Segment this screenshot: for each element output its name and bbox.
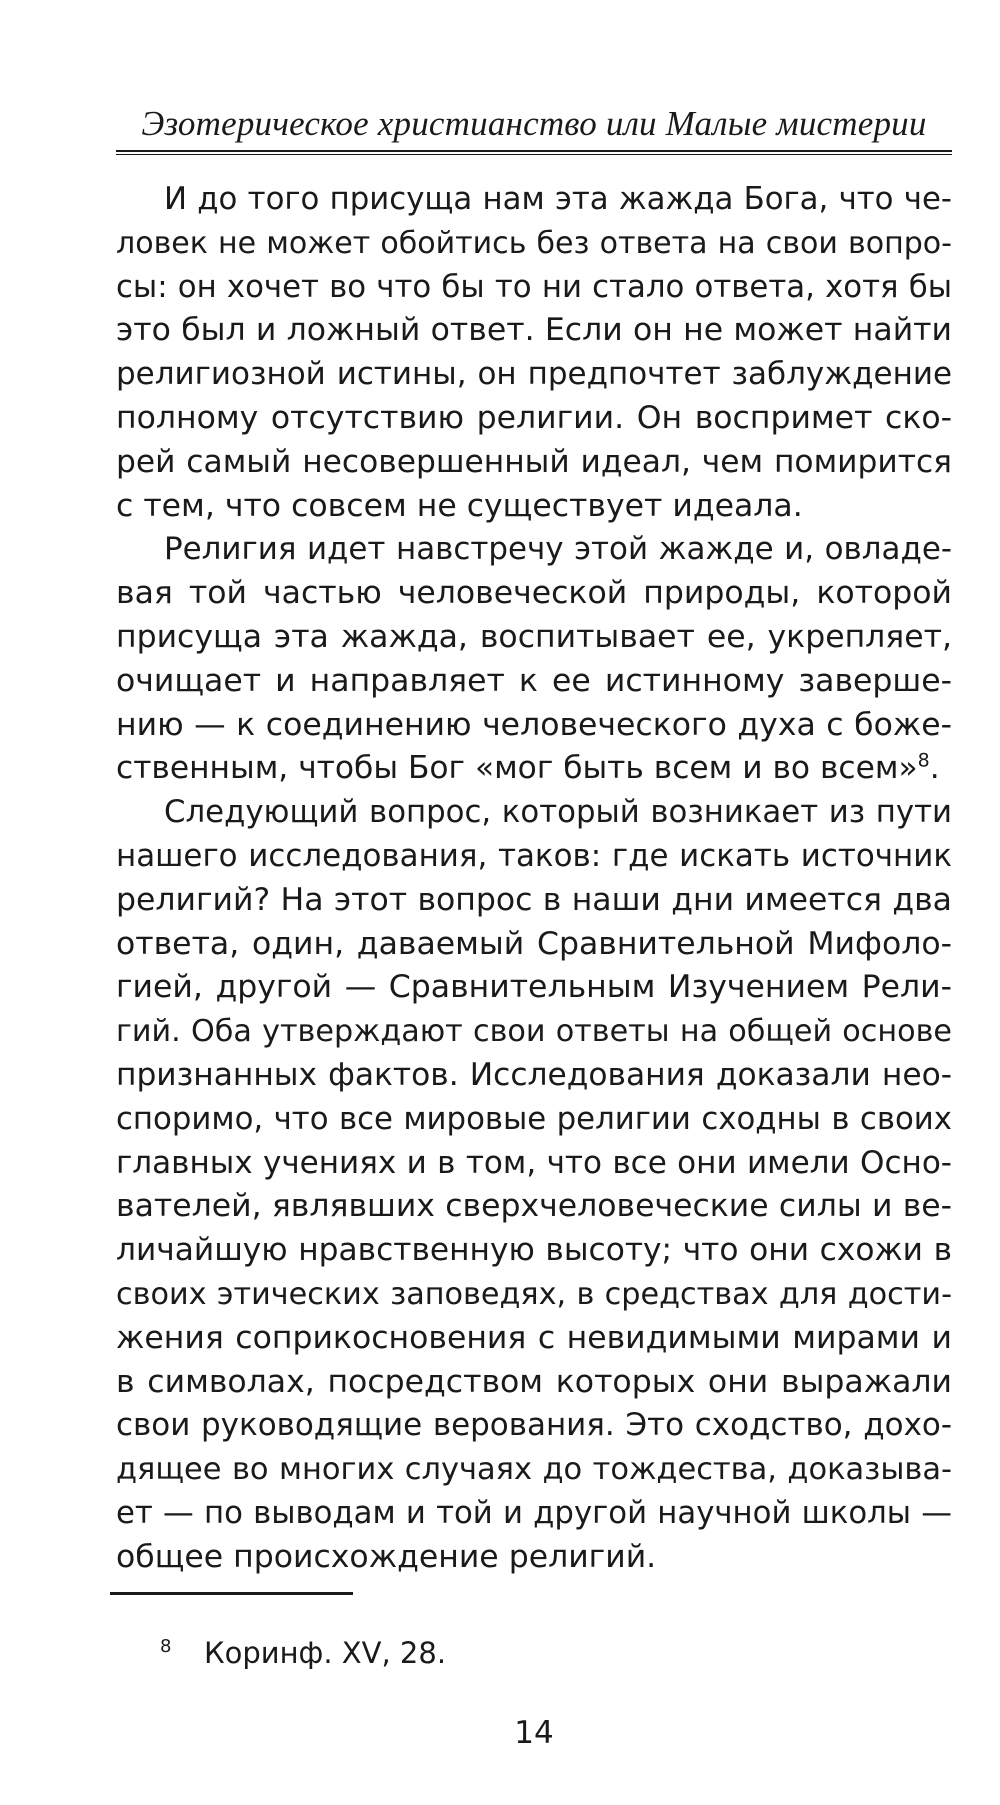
text-line: в символах, посредством которых они выражали — [116, 1363, 952, 1400]
footnote-rule — [110, 1592, 353, 1595]
text-line: признанных фактов. Исследования доказали нео- — [116, 1056, 952, 1093]
text-line: ответа, один, даваемый Сравнительной Мифоло- — [116, 925, 952, 962]
text-line: это был и ложный ответ. Если он не может найти — [116, 312, 952, 349]
footnote: 8 Коринф. XV, 28. — [160, 1636, 447, 1670]
text-line: присуща эта жажда, воспитывает ее, укрепляет, — [116, 618, 952, 655]
text-line: дящее во многих случаях до тождества, доказыва- — [116, 1452, 952, 1488]
footnote-text: Коринф. XV, 28. — [204, 1636, 447, 1670]
text-line: религий? На этот вопрос в наши дни имеется два — [116, 881, 952, 918]
text-line: ет — по выводам и той и другой научной школы — — [116, 1494, 952, 1531]
text-line: очищает и направляет к ее истинному заверше- — [116, 662, 952, 699]
text-line: вателей, являвших сверхчеловеческие силы и ве- — [116, 1188, 952, 1225]
text-line: ственным, чтобы Бог «мог быть всем и во всем» — [116, 750, 918, 787]
text-line: И до того присуща нам эта жажда Бога, что че- — [164, 181, 952, 217]
paragraph-3 — [116, 791, 952, 1579]
paragraph-2 — [116, 528, 952, 791]
text-line: жения соприкосновения с невидимыми мирами и — [116, 1319, 952, 1356]
text-line: общее происхождение религий. — [116, 1538, 657, 1575]
header-rule-thin — [116, 154, 952, 155]
text-line: религиозной истины, он предпочтет заблуждение — [116, 356, 952, 393]
running-head: Эзотерическое христианство или Малые мистерии — [141, 104, 927, 143]
page-number: 14 — [514, 1715, 554, 1751]
body-text — [116, 178, 952, 1580]
text-line: нию — к соединению человеческого духа с боже- — [116, 706, 952, 743]
header-rule — [116, 150, 952, 152]
footnote-reference[interactable]: 8 — [917, 749, 930, 772]
text-line: рей самый несовершенный идеал, чем помирится — [116, 443, 952, 480]
text-line: с тем, что совсем не существует идеала. — [116, 487, 803, 524]
text-line: сы: он хочет во что бы то ни стало ответа, хотя бы — [116, 268, 952, 305]
text-line: главных учениях и в том, что все они имели Осно- — [116, 1144, 952, 1181]
text-line-with-footnote-ref — [116, 747, 952, 791]
text-line: полному отсутствию религии. Он воспримет ско- — [116, 399, 952, 436]
text-line: свои руководящие верования. Это сходство, дохо- — [116, 1407, 952, 1444]
text-line: вая той частью человеческой природы, которой — [116, 575, 952, 612]
text-line: нашего исследования, таков: где искать источник — [116, 837, 952, 874]
text-line: личайшую нравственную высоту; что они схожи в — [116, 1232, 952, 1269]
text-line: Религия идет навстречу этой жажде и, овладе- — [164, 531, 952, 568]
paragraph-1 — [116, 178, 952, 528]
text-line: гией, другой — Сравнительным Изучением Рели- — [116, 969, 952, 1006]
text-line: гий. Оба утверждают свои ответы на общей основе — [116, 1014, 952, 1050]
text-line: Следующий вопрос, который возникает из пути — [164, 794, 952, 831]
sentence-end: . — [929, 750, 940, 787]
text-line: споримо, что все мировые религии сходны в своих — [116, 1100, 952, 1137]
text-line: ловек не может обойтись без ответа на свои вопро- — [116, 225, 952, 261]
text-line: своих этических заповедях, в средствах для дости- — [116, 1276, 952, 1312]
